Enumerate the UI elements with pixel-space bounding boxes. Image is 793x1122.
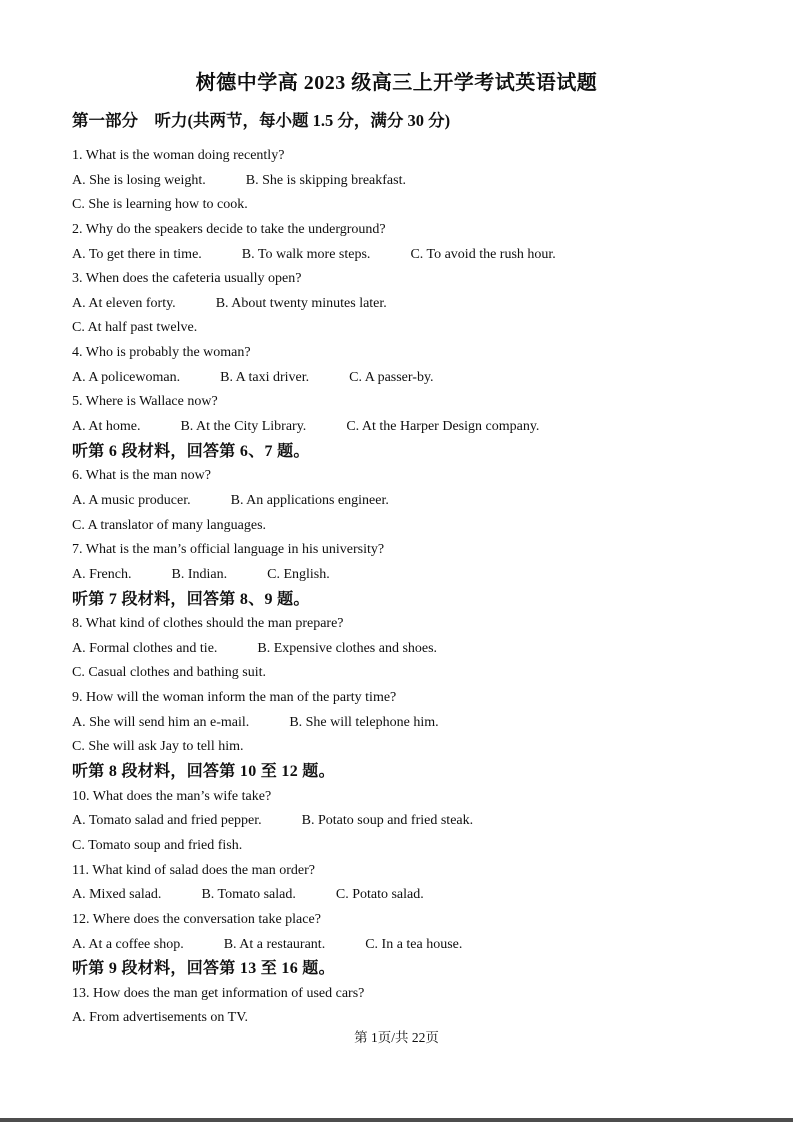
option-row bbox=[72, 193, 753, 218]
option-text: A. Tomato salad and fried pepper. bbox=[72, 813, 262, 829]
option-row bbox=[72, 711, 753, 736]
question-text bbox=[72, 538, 753, 563]
option-text: B. An applications engineer. bbox=[230, 492, 389, 508]
option-text: A. French. bbox=[72, 566, 132, 582]
option-row bbox=[72, 933, 753, 958]
material-heading bbox=[72, 588, 753, 613]
question-text bbox=[72, 612, 753, 637]
line-text: 6. What is the man now? bbox=[72, 468, 211, 484]
option-row bbox=[72, 661, 753, 686]
line-text: 听第 7 段材料，回答第 8、9 题。 bbox=[72, 590, 310, 608]
material-heading bbox=[72, 760, 753, 785]
line-text: 10. What does the man’s wife take? bbox=[72, 788, 272, 804]
option-text: B. At the City Library. bbox=[180, 419, 307, 435]
question-text bbox=[72, 390, 753, 415]
option-row bbox=[72, 637, 753, 662]
line-text: 2. Why do the speakers decide to take the underground? bbox=[72, 221, 386, 237]
option-text: A. At eleven forty. bbox=[72, 295, 176, 311]
question-text bbox=[72, 686, 753, 711]
option-row bbox=[72, 366, 753, 391]
question-text bbox=[72, 908, 753, 933]
question-list bbox=[72, 144, 753, 1031]
question-text bbox=[72, 267, 753, 292]
option-text: B. At a restaurant. bbox=[223, 936, 326, 952]
option-text: B. Expensive clothes and shoes. bbox=[257, 640, 438, 656]
page-number: 第 1页/共 22页 bbox=[354, 1030, 439, 1046]
option-text: A. She will send him an e-mail. bbox=[72, 714, 250, 730]
option-text: A. At a coffee shop. bbox=[72, 936, 184, 952]
option-row bbox=[72, 292, 753, 317]
page-title: 树德中学高 2023 级高三上开学考试英语试题 bbox=[195, 72, 598, 94]
option-row bbox=[72, 316, 753, 341]
option-text: B. She is skipping breakfast. bbox=[245, 172, 406, 188]
option-row bbox=[72, 514, 753, 539]
option-row bbox=[72, 883, 753, 908]
option-text: A. From advertisements on TV. bbox=[72, 1010, 249, 1026]
option-text: C. A passer-by. bbox=[349, 369, 434, 385]
material-heading bbox=[72, 440, 753, 465]
option-text: C. Tomato soup and fried fish. bbox=[72, 837, 243, 853]
option-text: C. To avoid the rush hour. bbox=[410, 246, 556, 262]
line-text: 听第 8 段材料，回答第 10 至 12 题。 bbox=[72, 763, 335, 781]
line-text: 13. How does the man get information of used cars? bbox=[72, 985, 365, 1001]
question-text bbox=[72, 859, 753, 884]
question-text bbox=[72, 464, 753, 489]
option-row bbox=[72, 1006, 753, 1031]
option-row bbox=[72, 809, 753, 834]
option-row bbox=[72, 169, 753, 194]
section-heading: 第一部分 听力(共两节，每小题 1.5 分，满分 30 分) bbox=[72, 111, 451, 130]
option-text: A. To get there in time. bbox=[72, 246, 202, 262]
option-text: A. Mixed salad. bbox=[72, 887, 162, 903]
option-text: B. She will telephone him. bbox=[289, 714, 439, 730]
question-text bbox=[72, 144, 753, 169]
option-text: B. About twenty minutes later. bbox=[215, 295, 387, 311]
question-text bbox=[72, 341, 753, 366]
option-text: B. Indian. bbox=[171, 566, 228, 582]
material-heading bbox=[72, 957, 753, 982]
line-text: 8. What kind of clothes should the man prepare? bbox=[72, 616, 344, 632]
option-text: A. A policewoman. bbox=[72, 369, 181, 385]
option-text: B. A taxi driver. bbox=[220, 369, 310, 385]
option-text: B. Tomato salad. bbox=[201, 887, 296, 903]
option-text: A. At home. bbox=[72, 419, 141, 435]
option-text: C. She will ask Jay to tell him. bbox=[72, 739, 244, 755]
line-text: 12. Where does the conversation take place? bbox=[72, 911, 321, 927]
option-text: C. Potato salad. bbox=[335, 887, 424, 903]
option-text: C. She is learning how to cook. bbox=[72, 197, 248, 213]
option-text: C. At half past twelve. bbox=[72, 320, 198, 336]
line-text: 7. What is the man’s official language in his university? bbox=[72, 542, 385, 558]
line-text: 3. When does the cafeteria usually open? bbox=[72, 271, 302, 287]
option-row bbox=[72, 415, 753, 440]
option-row bbox=[72, 489, 753, 514]
option-row bbox=[72, 735, 753, 760]
option-text: C. Casual clothes and bathing suit. bbox=[72, 665, 267, 681]
option-text: C. A translator of many languages. bbox=[72, 517, 267, 533]
line-text: 11. What kind of salad does the man order? bbox=[72, 862, 315, 878]
option-text: C. At the Harper Design company. bbox=[346, 419, 540, 435]
option-text: B. Potato soup and fried steak. bbox=[301, 813, 474, 829]
question-text bbox=[72, 218, 753, 243]
line-text: 9. How will the woman inform the man of the party time? bbox=[72, 690, 397, 706]
line-text: 4. Who is probably the woman? bbox=[72, 345, 251, 361]
option-text: C. In a tea house. bbox=[365, 936, 463, 952]
line-text: 1. What is the woman doing recently? bbox=[72, 148, 285, 163]
option-row bbox=[72, 834, 753, 859]
line-text: 听第 9 段材料，回答第 13 至 16 题。 bbox=[72, 960, 335, 978]
line-text: 听第 6 段材料，回答第 6、7 题。 bbox=[72, 442, 310, 460]
option-text: C. English. bbox=[267, 566, 330, 582]
option-row bbox=[72, 243, 753, 268]
question-text bbox=[72, 982, 753, 1007]
option-text: B. To walk more steps. bbox=[241, 246, 371, 262]
option-row bbox=[72, 563, 753, 588]
option-text: A. Formal clothes and tie. bbox=[72, 640, 218, 656]
bottom-divider bbox=[0, 1118, 793, 1122]
line-text: 5. Where is Wallace now? bbox=[72, 394, 218, 410]
question-text bbox=[72, 785, 753, 810]
option-text: A. A music producer. bbox=[72, 492, 191, 508]
option-text: A. She is losing weight. bbox=[72, 172, 206, 188]
